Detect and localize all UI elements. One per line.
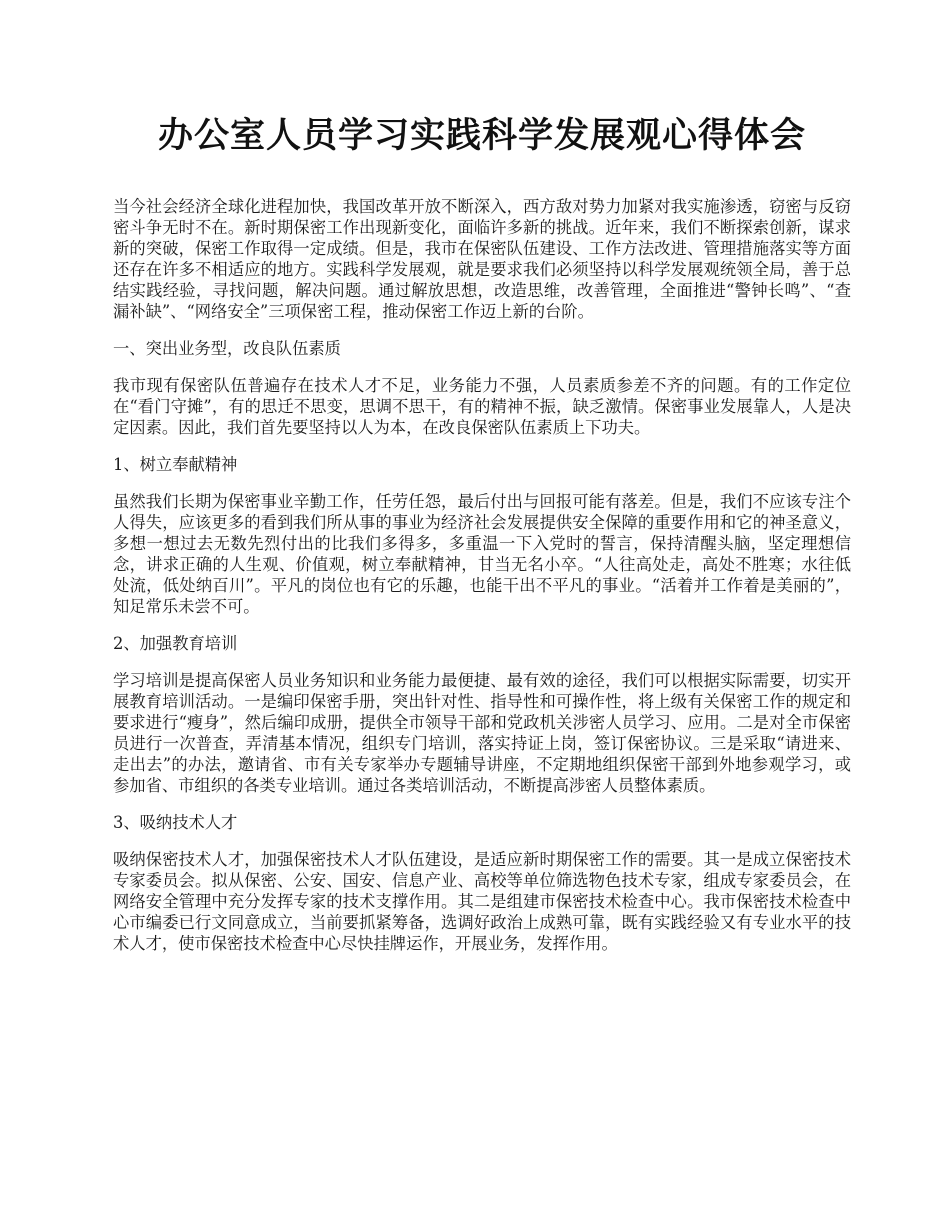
document-page xyxy=(113,112,851,970)
subsection-paragraph-1: 虽然我们长期为保密事业辛勤工作，任劳任怨，最后付出与回报可能有落差。但是，我们不应该专注个人得失，应该更多的看到我们所从事的事业为经济社会发展提供安全保障的重要作用和它的神圣意义，多想一想过去无数先烈付出的比我们多得多，多重温一下入党时的誓言，保持清醒头脑，坚定理想信念，讲求正确的人生观、价值观，树立奉献精神，甘当无名小卒。“人往高处走，高处不胜寒；水往低处流，低处纳百川”。平凡的岗位也有它的乐趣，也能干出不平凡的事业。“活着并工作着是美丽的”，知足常乐未尝不可。 xyxy=(113,492,851,616)
subsection-paragraph-3: 吸纳保密技术人才，加强保密技术人才队伍建设，是适应新时期保密工作的需要。其一是成立保密技术专家委员会。拟从保密、公安、国安、信息产业、高校等单位筛选物色技术专家，组成专家委员会，在网络安全管理中充分发挥专家的技术支撑作用。其二是组建市保密技术检查中心。我市保密技术检查中心市编委已行文同意成立，当前要抓紧筹备，选调好政治上成熟可靠，既有实践经验又有专业水平的技术人才，使市保密技术检查中心尽快挂牌运作，开展业务，发挥作用。 xyxy=(113,850,851,953)
subsection-heading-2: 2、加强教育培训 xyxy=(113,634,238,653)
intro-paragraph: 当今社会经济全球化进程加快，我国改革开放不断深入，西方敌对势力加紧对我实施渗透，窃密与反窃密斗争无时不在。新时期保密工作出现新变化，面临许多新的挑战。近年来，我们不断探索创新，谋求新的突破，保密工作取得一定成绩。但是，我市在保密队伍建设、工作方法改进、管理措施落实等方面还存在许多不相适应的地方。实践科学发展观，就是要求我们必须坚持以科学发展观统领全局，善于总结实践经验，寻找问题，解决问题。通过解放思想，改造思维，改善管理，全面推进“警钟长鸣”、“查漏补缺”、“网络安全”三项保密工程，推动保密工作迈上新的台阶。 xyxy=(113,197,851,321)
section-heading-1: 一、突出业务型，改良队伍素质 xyxy=(113,339,341,358)
document-title: 办公室人员学习实践科学发展观心得体会 xyxy=(157,115,806,156)
section-paragraph-1: 我市现有保密队伍普遍存在技术人才不足，业务能力不强，人员素质参差不齐的问题。有的工作定位在“看门守摊”，有的思迁不思变，思调不思干，有的精神不振，缺乏激情。保密事业发展靠人，人是决定因素。因此，我们首先要坚持以人为本，在改良保密队伍素质上下功夫。 xyxy=(113,376,851,437)
subsection-paragraph-2: 学习培训是提高保密人员业务知识和业务能力最便捷、最有效的途径，我们可以根据实际需要，切实开展教育培训活动。一是编印保密手册，突出针对性、指导性和可操作性，将上级有关保密工作的规定和要求进行“瘦身”，然后编印成册，提供全市领导干部和党政机关涉密人员学习、应用。二是对全市保密员进行一次普查，弄清基本情况，组织专门培训，落实持证上岗，签订保密协议。三是采取“请进来、走出去”的办法，邀请省、市有关专家举办专题辅导讲座，不定期地组织保密干部到外地参观学习，或参加省、市组织的各类专业培训。通过各类培训活动，不断提高涉密人员整体素质。 xyxy=(113,671,851,795)
subsection-heading-3: 3、吸纳技术人才 xyxy=(113,813,238,832)
subsection-heading-1: 1、树立奉献精神 xyxy=(113,455,238,474)
